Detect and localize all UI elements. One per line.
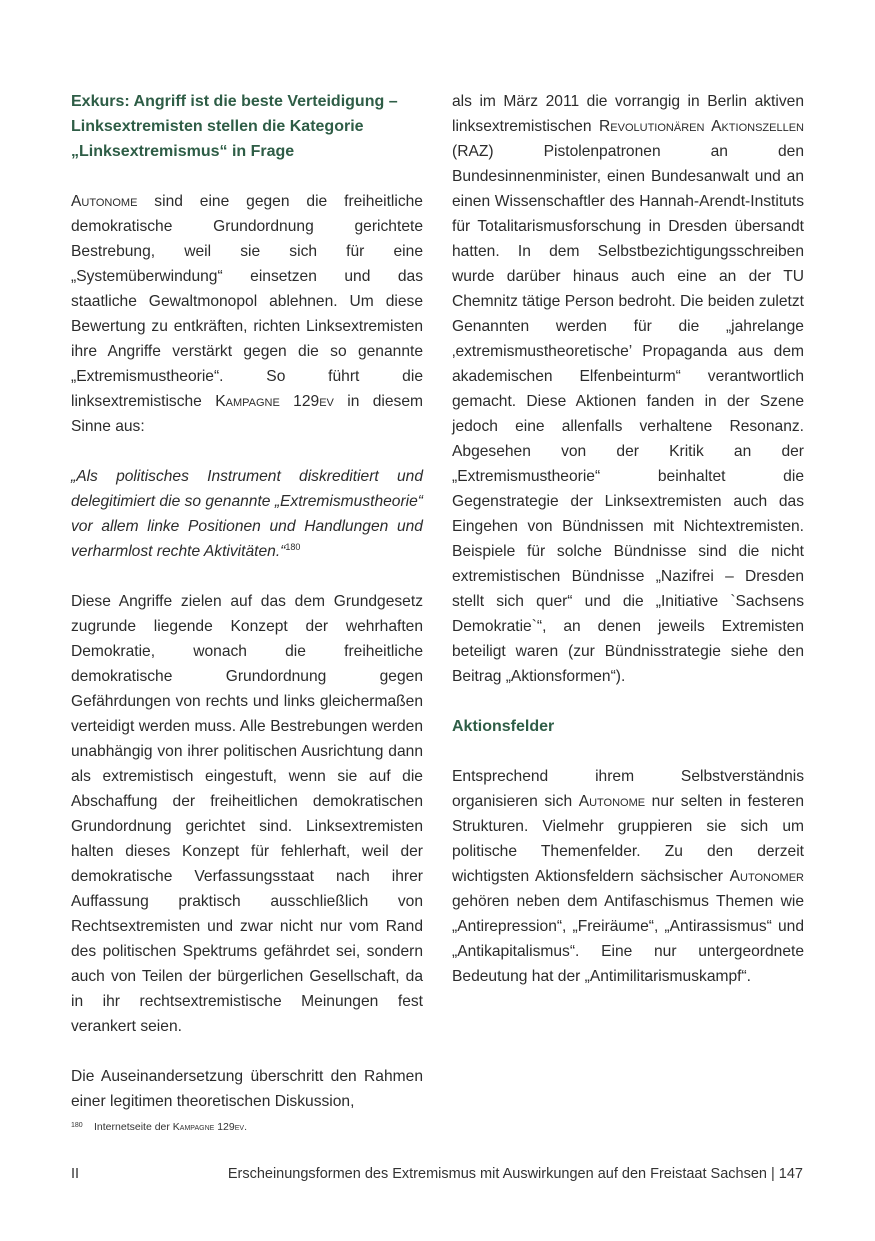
section-number: II xyxy=(71,1166,80,1182)
footnote-reference: 180 xyxy=(285,542,301,552)
excursus-heading: Exkurs: Angriff ist die beste Verteidigung – Linksextremisten stellen die Kategorie „Linksextremismus“ in Frage xyxy=(71,93,398,160)
paragraph-raz: als im März 2011 die vorrangig in Berlin aktiven linksextremistischen Revolutionären Aktionszellen (RAZ) Pistolenpatronen an den Bundesinnenminister, einen Bundesanwalt und an einen Wissenschaftler des Hannah-Arendt-Instituts für Totalitarismusforschung in Dresden übersandt hatten. In dem Selbstbezichtigungsschreiben wurde darüber hinaus auch eine an der TU Chemnitz tätige Person bedroht. Die beiden zuletzt Genannten werden für die „jahrelange ‚extremismustheoretische’ Propaganda aus dem akademischen Elfenbeinturm“ verantwortlich gemacht. Diese Aktionen fanden in der Szene jedoch eine allenfalls verhaltene Resonanz. Abgesehen von der Kritik an der „Extremismustheorie“ beinhaltet die Gegenstrategie der Linksextremisten auch das Eingehen von Bündnissen mit Nichtextremisten. Beispiele für solche Bündnisse sind die nicht extremistischen Bündnisse „Nazifrei – Dresden stellt sich quer“ und die „Initiative `Sachsens Demokratie`“, an denen jeweils Extremisten beteiligt waren (zur Bündnisstrategie siehe den Beitrag „Aktionsformen“). xyxy=(452,93,804,685)
small-caps-term: Revolutionären Aktionszellen xyxy=(599,118,804,135)
footnote-number: 180 xyxy=(71,1122,83,1129)
small-caps-term: Autonomer xyxy=(729,868,804,885)
right-column xyxy=(452,89,804,1014)
paragraph-auseinandersetzung: Die Auseinandersetzung überschritt den Rahmen einer legitimen theoretischen Diskussion, xyxy=(71,1068,423,1110)
paragraph-aktionsfelder: Entsprechend ihrem Selbstverständnis organisieren sich Autonome nur selten in festeren Strukturen. Vielmehr gruppieren sie sich um politische Themenfelder. Zu den derzeit wichtigsten Aktionsfeldern sächsischer Autonomer gehören neben dem Antifaschismus Themen wie „Antirepression“, „Freiräume“, „Antirassismus“ und „Antikapitalismus“. Eine nur untergeordnete Bedeutung hat der „Antimilitarismuskampf“. xyxy=(452,768,804,985)
footer-title: Erscheinungsformen des Extremismus mit Auswirkungen auf den Freistaat Sachsen | 147 xyxy=(227,1166,803,1182)
footnote: 180 Internetseite der Kampagne 129ev. xyxy=(71,1121,247,1133)
paragraph-wehrhafte-demokratie: Diese Angriffe zielen auf das dem Grundgesetz zugrunde liegende Konzept der wehrhaften Demokratie, wonach die freiheitliche demokratische Grundordnung gegen Gefährdungen von rechts und links gleichermaßen verteidigt werden muss. Alle Bestrebungen werden unabhängig von ihrer politischen Ausrichtung dann als extremistisch eingestuft, wenn sie auf die Abschaffung der freiheitlichen demokratischen Grundordnung gerichtet sind. Linksextremisten halten dieses Konzept für fehlerhaft, weil der demokratische Verfassungsstaat nach ihrer Auffassung praktisch ausschließlich von Rechtsextremisten und zwar nicht nur vom Rand des politischen Spektrums gefährdet sei, sondern auch von Teilen der bürgerlichen Gesellschaft, da in ihr rechtsextremistische Meinungen fest verankert seien. xyxy=(71,593,423,1035)
block-quote: „Als politisches Instrument diskreditiert und delegitimiert die so genannte „Extremismustheorie“ vor allem linke Positionen und Handlungen und verharmlost rechte Aktivitäten.“$^{180}$ xyxy=(71,468,423,560)
paragraph-autonome-intro: Autonome sind eine gegen die freiheitliche demokratische Grundordnung gerichtete Bestrebung, weil sie sich für eine „Systemüberwindung“ einsetzen und das staatliche Gewaltmonopol ablehnen. Um diese Bewertung zu entkräften, richten Linksextremisten ihre Angriffe verstärkt gegen die so genannte „Extremismustheorie“. So führt die linksextremistische Kampagne 129ev in diesem Sinne aus: xyxy=(71,193,424,435)
aktionsfelder-heading: Aktionsfelder xyxy=(452,718,555,735)
small-caps-term: Autonome xyxy=(578,793,646,810)
small-caps-term: Autonome xyxy=(71,193,138,210)
small-caps-term: Kampagne 129ev xyxy=(172,1121,245,1133)
small-caps-term: Kampagne 129ev xyxy=(215,393,334,410)
left-column xyxy=(71,89,423,1139)
